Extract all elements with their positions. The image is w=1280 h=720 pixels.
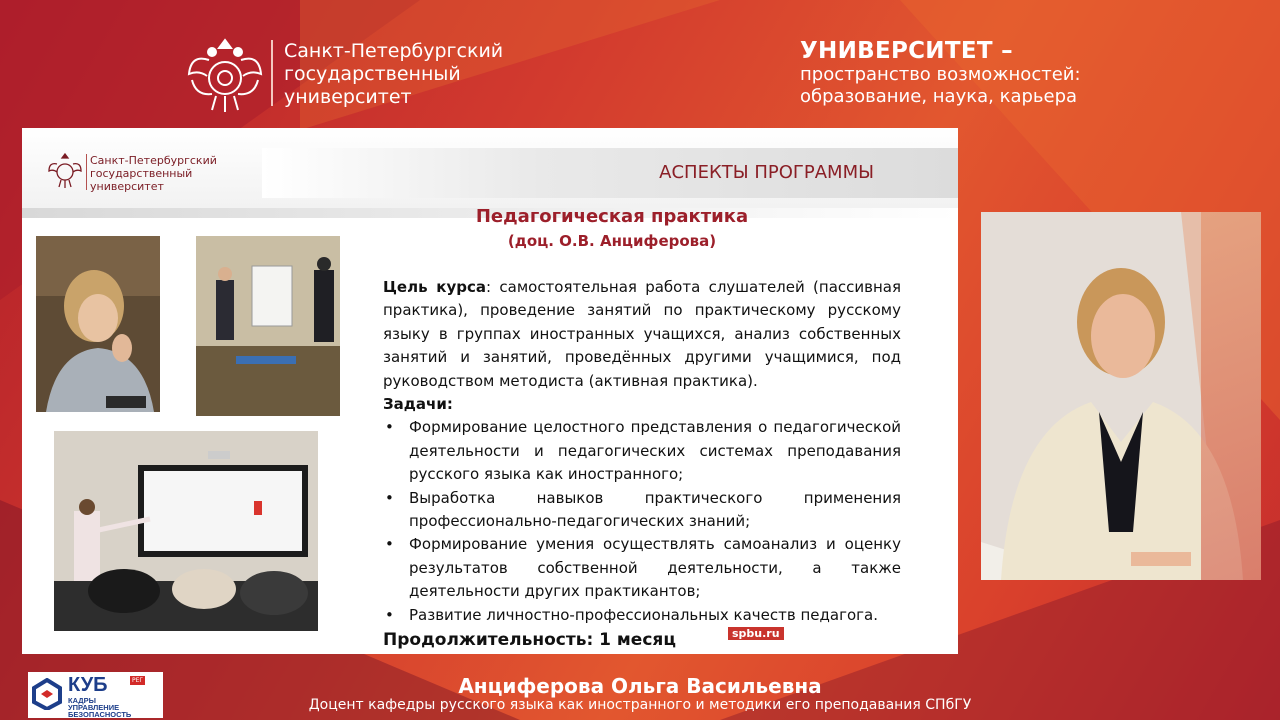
- header-university-line: Санкт-Петербургский: [284, 40, 504, 62]
- header-university-line: университет: [284, 86, 412, 108]
- presenter-backdrop-stripe: [1201, 212, 1261, 580]
- slide-logo-divider: [86, 154, 87, 190]
- goal-text: : самостоятельная работа слушателей (пассивная практика), проведение занятий по практическому русскому языку в группах иностранных учащихся, анализ собственных занятий и занятий, проведённых другими учащимися, под руководством методиста (активная практика).: [383, 278, 901, 390]
- header-slogan: [800, 38, 1090, 108]
- slide-university-line: университет: [90, 180, 164, 193]
- photo-classroom-presentation: [196, 236, 340, 416]
- slide-body-text: [383, 276, 901, 627]
- kub-line: БЕЗОПАСНОСТЬ: [68, 710, 132, 719]
- header-university-line: государственный: [284, 63, 461, 85]
- slide-url: spbu.ru: [728, 627, 784, 640]
- duration-text: Продолжительность: 1 месяц: [383, 630, 676, 650]
- header-divider: [271, 40, 273, 106]
- slide-title: Педагогическая практика: [475, 206, 749, 227]
- slide-university-name: [90, 154, 217, 193]
- presentation-slide: [22, 128, 958, 654]
- slide-subtitle: (доц. О.В. Анциферова): [507, 232, 717, 250]
- slide-university-line: Санкт-Петербургский: [90, 154, 217, 167]
- slide-university-line: государственный: [90, 167, 193, 180]
- spbu-crest-icon: [48, 150, 82, 190]
- kub-tag: РЕГ: [132, 677, 144, 684]
- slide-section-title: АСПЕКТЫ ПРОГРАММЫ: [659, 162, 874, 183]
- list-item: • Формирование умения осуществлять самоанализ и оценку результатов собственной деятельности, а также деятельности других практикантов;: [383, 533, 901, 603]
- kub-line: УПРАВЛЕНИЕ: [68, 703, 120, 712]
- speaker-name: Анциферова Ольга Васильевна: [458, 674, 822, 698]
- spbu-crest-icon: [186, 30, 264, 116]
- list-item: • Формирование целостного представления о педагогической деятельности и педагогических системах преподавания русского языка как иностранного;: [383, 416, 901, 486]
- list-item: • Развитие личностно-профессиональных качеств педагога.: [383, 604, 901, 627]
- slogan-title: УНИВЕРСИТЕТ –: [800, 38, 1013, 64]
- photo-interactive-board-lesson: [54, 431, 318, 631]
- speaker-position: Доцент кафедры русского языка как иностранного и методики его преподавания СПбГУ: [308, 697, 972, 713]
- header-university-name: [284, 40, 503, 109]
- presenter-video: [981, 212, 1261, 580]
- kub-title: КУБ: [68, 674, 108, 696]
- goal-paragraph: [383, 276, 901, 393]
- list-item: • Выработка навыков практического применения профессионально-педагогических знаний;: [383, 487, 901, 534]
- tasks-list: [383, 416, 901, 627]
- slogan-line: образование, наука, карьера: [800, 86, 1078, 107]
- photo-teacher-portrait: [36, 236, 160, 412]
- goal-label: Цель курса: [383, 278, 487, 296]
- slogan-line: пространство возможностей:: [800, 64, 1081, 85]
- tasks-label: Задачи:: [383, 395, 453, 414]
- kub-line: КАДРЫ: [68, 696, 96, 705]
